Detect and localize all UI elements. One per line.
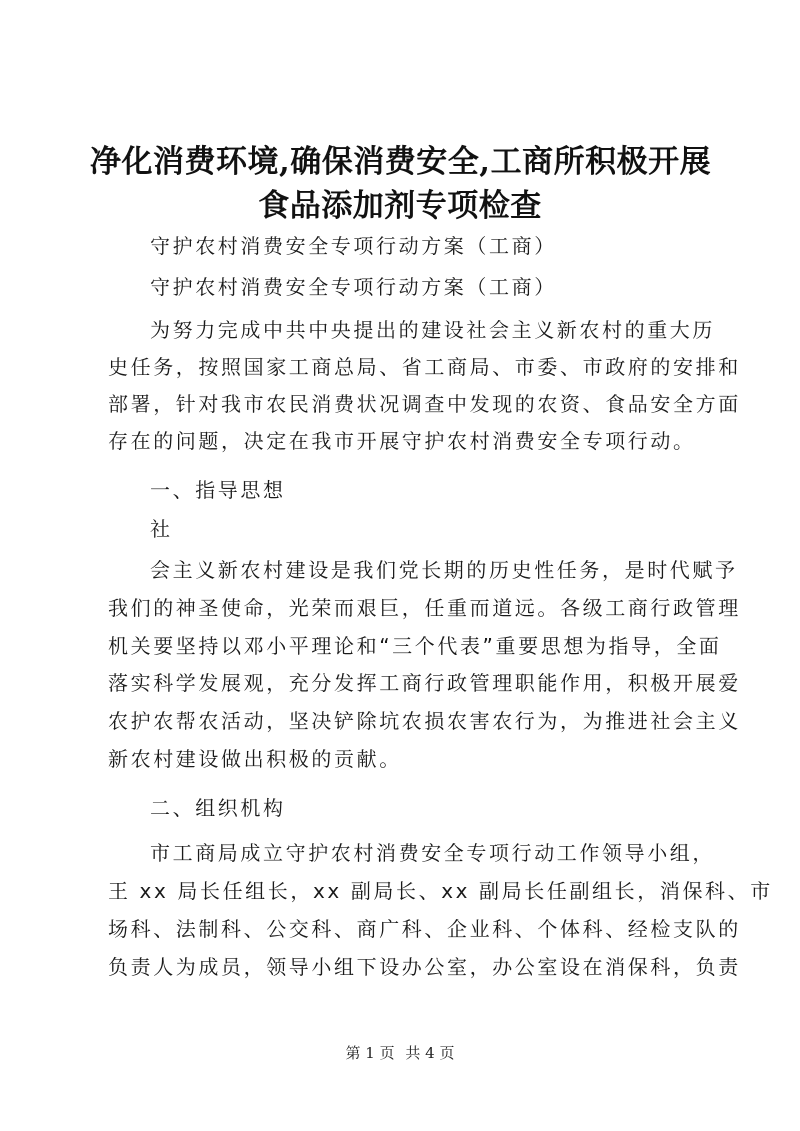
paragraph-line: 场科、法制科、公交科、商广科、企业科、个体科、经检支队的: [108, 917, 741, 941]
paragraph-line: 史任务，按照国家工商总局、省工商局、市委、市政府的安排和: [108, 355, 741, 379]
paragraph-line: 会主义新农村建设是我们党长期的历史性任务，是时代赋予: [150, 558, 738, 582]
page-footer: [0, 1044, 800, 1062]
page-total: 共 4 页: [405, 1044, 455, 1062]
paragraph-line: 市工商局成立守护农村消费安全专项行动工作领导小组，: [150, 841, 715, 865]
paragraph-line: 负责人为成员，领导小组下设办公室，办公室设在消保科，负责: [108, 955, 741, 979]
paragraph-line: 新农村建设做出积极的贡献。: [108, 747, 402, 771]
page-number: 第 1 页: [345, 1044, 395, 1062]
subtitle-line: 守护农村消费安全专项行动方案（工商）: [150, 234, 557, 258]
paragraph-line: 落实科学发展观，充分发挥工商行政管理职能作用，积极开展爱: [108, 671, 741, 695]
paragraph-line: 社: [150, 517, 173, 541]
paragraph-line: 机关要坚持以邓小平理论和“三个代表”重要思想为指导，全面: [108, 634, 722, 658]
section-heading: 一、指导思想: [150, 478, 286, 502]
section-heading: 二、组织机构: [150, 796, 286, 820]
subtitle-line: 守护农村消费安全专项行动方案（工商）: [150, 275, 557, 299]
paragraph-line: 农护农帮农活动，坚决铲除坑农损农害农行为，为推进社会主义: [108, 709, 741, 733]
paragraph-line: 王 xx 局长任组长，xx 副局长、xx 副局长任副组长，消保科、市: [108, 879, 773, 903]
document-title-line-1: 净化消费环境,确保消费安全,工商所积极开展: [90, 144, 712, 180]
paragraph-line: 存在的问题，决定在我市开展守护农村消费安全专项行动。: [108, 429, 696, 453]
paragraph-line: 我们的神圣使命，光荣而艰巨，任重而道远。各级工商行政管理: [108, 596, 741, 620]
paragraph-line: 部署，针对我市农民消费状况调查中发现的农资、食品安全方面: [108, 392, 741, 416]
paragraph-line: 为努力完成中共中央提出的建设社会主义新农村的重大历: [150, 318, 715, 342]
document-title-line-2: 食品添加剂专项检查: [258, 188, 542, 224]
